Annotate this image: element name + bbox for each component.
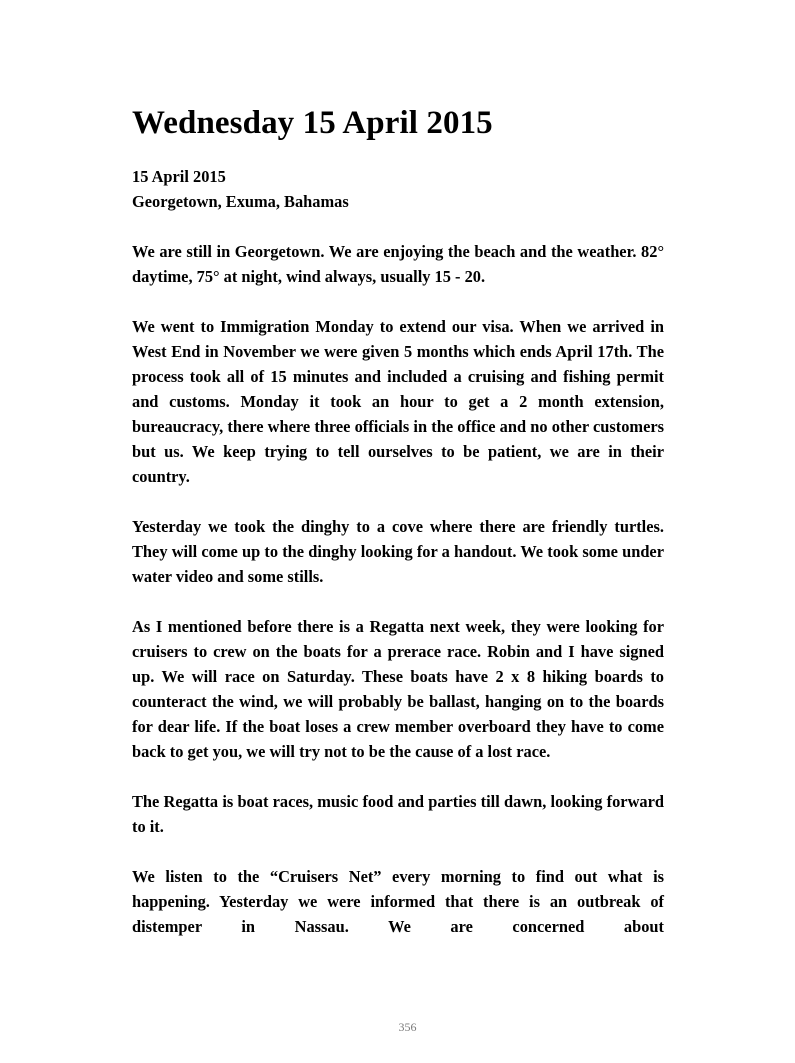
paragraph-regatta-crew: As I mentioned before there is a Regatta next week, they were looking for cruisers to crew on the boats for a prerace race. Robin and I have signed up. We will race on Saturday. These boats have 2 x 8 hiking boards to counteract the wind, we will probably be ballast, hanging on to the boards for dear life. If the boat loses a crew member overboard they have to come back to get you, we will try not to be the cause of a lost race.: [132, 617, 664, 761]
paragraph-regatta-events: The Regatta is boat races, music food and parties till dawn, looking forward to it.: [132, 792, 664, 836]
document-page: [132, 100, 664, 939]
page-number: 356: [398, 1020, 417, 1034]
paragraph-weather: We are still in Georgetown. We are enjoying the beach and the weather. 82° daytime, 75° at night, wind always, usually 15 - 20.: [132, 242, 664, 286]
entry-location: Georgetown, Exuma, Bahamas: [132, 192, 349, 211]
paragraph-turtles: Yesterday we took the dinghy to a cove where there are friendly turtles. They will come up to the dinghy looking for a handout. We took some under water video and some stills.: [132, 517, 664, 586]
paragraph-cruisers-net: We listen to the “Cruisers Net” every morning to find out what is happening. Yesterday we were informed that there is an outbreak of distemper in Nassau. We are concerned about: [132, 867, 664, 936]
entry-meta: [132, 164, 664, 214]
paragraph-immigration: We went to Immigration Monday to extend our visa. When we arrived in West End in November we were given 5 months which ends April 17th. The process took all of 15 minutes and included a cruising and fishing permit and customs. Monday it took an hour to get a 2 month extension, bureaucracy, there where three officials in the office and no other customers but us. We keep trying to tell ourselves to be patient, we are in their country.: [132, 317, 664, 486]
page-title: Wednesday 15 April 2015: [132, 105, 493, 141]
entry-date: 15 April 2015: [132, 167, 226, 186]
